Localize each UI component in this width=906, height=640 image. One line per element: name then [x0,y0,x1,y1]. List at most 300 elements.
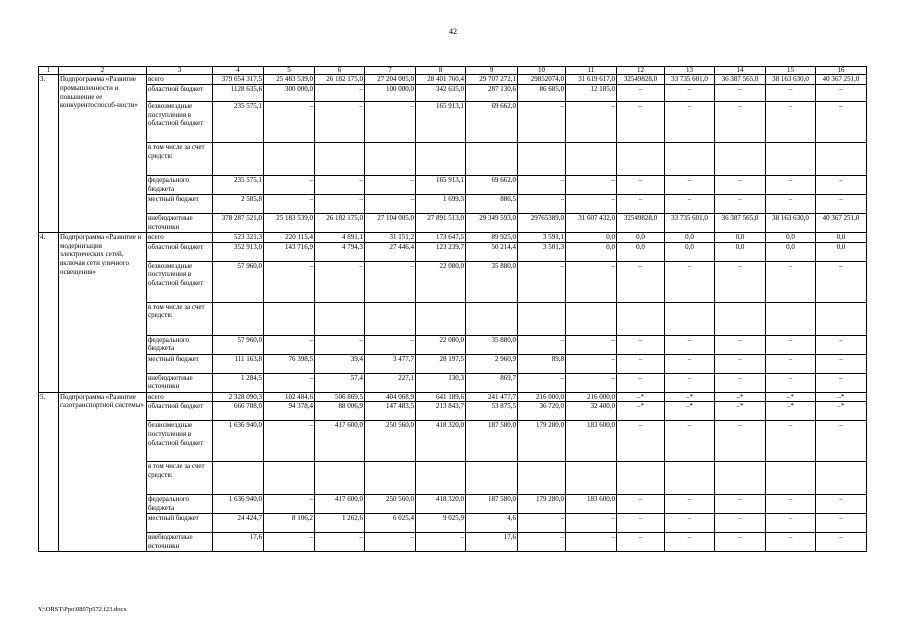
value-cell: 417 600,0 [315,495,365,514]
value-cell [816,302,867,335]
value-cell: 29 349 593,0 [466,213,518,232]
funding-source-label: местный бюджет [147,194,213,213]
column-header: 6 [315,67,365,75]
value-cell: – [518,175,566,194]
value-cell: 0,0 [715,232,766,242]
value-cell: – [665,84,715,101]
value-cell: 216 000,0 [566,392,617,402]
value-cell: 31 607 432,0 [566,213,617,232]
value-cell: – [617,335,665,354]
value-cell: 213 843,7 [416,402,466,421]
value-cell: 24 424,7 [213,514,264,533]
value-cell: 352 913,0 [213,242,264,261]
value-cell: – [617,421,665,462]
value-cell: – [315,101,365,142]
column-header: 14 [715,67,766,75]
value-cell: – [715,354,766,373]
table-row [39,462,867,495]
value-cell: 250 560,0 [365,495,416,514]
value-cell: 4,6 [466,514,518,533]
value-cell: 33 735 601,0 [665,213,715,232]
value-cell: 235 575,1 [213,101,264,142]
value-cell: 32549828,0 [617,75,665,85]
program-name: Подпрограмма «Развитие газотранспортной системы» [59,392,147,552]
funding-source-label: всего [147,392,213,402]
value-cell [466,142,518,175]
value-cell [518,302,566,335]
value-cell [213,142,264,175]
value-cell: – [617,84,665,101]
value-cell: 94 378,4 [264,402,315,421]
value-cell: – [365,194,416,213]
value-cell [466,462,518,495]
table-row [39,75,867,85]
value-cell: 40 367 251,0 [816,75,867,85]
budget-table [38,66,867,552]
funding-source-label: областной бюджет [147,242,213,261]
value-cell: 1128 635,6 [213,84,264,101]
value-cell [518,142,566,175]
value-cell: 39,4 [315,354,365,373]
value-cell [518,462,566,495]
value-cell: – [365,533,416,552]
value-cell: 38 163 630,0 [766,75,816,85]
value-cell: 641 189,6 [416,392,466,402]
value-cell [416,142,466,175]
value-cell: 22 080,0 [416,335,466,354]
value-cell: – [365,335,416,354]
value-cell [416,462,466,495]
value-cell: 2 960,9 [466,354,518,373]
value-cell: – [566,175,617,194]
value-cell: – [816,514,867,533]
value-cell: – [766,261,816,302]
value-cell: – [617,495,665,514]
value-cell: 235 575,1 [213,175,264,194]
value-cell [264,302,315,335]
value-cell: – [566,101,617,142]
value-cell: 8 106,2 [264,514,315,533]
value-cell: 378 287 521,0 [213,213,264,232]
value-cell: – [518,335,566,354]
value-cell: – [816,495,867,514]
value-cell [816,462,867,495]
value-cell: 216 000,0 [518,392,566,402]
value-cell: – [665,514,715,533]
value-cell: 88 006,9 [315,402,365,421]
value-cell: 29765389,0 [518,213,566,232]
value-cell: 147 483,5 [365,402,416,421]
value-cell: – [365,261,416,302]
value-cell: – [566,261,617,302]
value-cell: – [518,194,566,213]
value-cell: 404 068,9 [365,392,416,402]
column-header: 10 [518,67,566,75]
value-cell: – [715,495,766,514]
value-cell: – [715,101,766,142]
value-cell: 0,0 [766,232,816,242]
value-cell: –* [617,402,665,421]
value-cell: 89,8 [518,354,566,373]
value-cell: 418 320,0 [416,421,466,462]
value-cell: – [665,495,715,514]
value-cell: 35 880,0 [466,261,518,302]
value-cell: – [365,175,416,194]
value-cell: – [617,373,665,392]
table-body [39,67,867,552]
value-cell: – [665,175,715,194]
value-cell: 4 891,1 [315,232,365,242]
value-cell: 33 735 601,0 [665,75,715,85]
value-cell: – [566,373,617,392]
column-number-row [39,67,867,75]
value-cell [665,302,715,335]
funding-source-label: областной бюджет [147,84,213,101]
table-row [39,354,867,373]
value-cell [715,142,766,175]
value-cell: – [816,335,867,354]
table-row [39,402,867,421]
column-header: 4 [213,67,264,75]
value-cell: – [264,261,315,302]
value-cell: – [715,421,766,462]
value-cell: 57,4 [315,373,365,392]
table-row [39,302,867,335]
value-cell: 38 163 630,0 [766,213,816,232]
value-cell: 0,0 [617,232,665,242]
table-row [39,392,867,402]
value-cell: 9 025,9 [416,514,466,533]
value-cell: – [315,84,365,101]
table-row [39,84,867,101]
value-cell: – [766,175,816,194]
program-name: Подпрограмма «Развитие и модернизация электрических сетей, включая сети уличного освещения» [59,232,147,392]
value-cell [665,462,715,495]
value-cell: 250 560,0 [365,421,416,462]
value-cell: 17,6 [466,533,518,552]
value-cell: 102 484,6 [264,392,315,402]
value-cell: – [715,373,766,392]
value-cell: 4 794,3 [315,242,365,261]
funding-source-label: всего [147,232,213,242]
value-cell: 300 000,0 [264,84,315,101]
value-cell: 26 182 175,0 [315,213,365,232]
value-cell: –* [665,402,715,421]
value-cell: – [816,373,867,392]
value-cell: 183 600,0 [566,421,617,462]
table-row [39,533,867,552]
value-cell [566,142,617,175]
funding-source-label: местный бюджет [147,354,213,373]
value-cell: – [566,335,617,354]
value-cell: – [816,261,867,302]
value-cell: 12 185,0 [566,84,617,101]
value-cell [715,462,766,495]
value-cell [264,142,315,175]
column-header: 5 [264,67,315,75]
value-cell: – [566,514,617,533]
value-cell: 173 647,5 [416,232,466,242]
table-row [39,373,867,392]
value-cell: 0,0 [566,242,617,261]
value-cell: 2 585,8 [213,194,264,213]
value-cell: 27 891 513,0 [416,213,466,232]
value-cell: – [715,261,766,302]
program-number: 5. [39,392,59,552]
value-cell [365,462,416,495]
value-cell [416,302,466,335]
value-cell: 40 367 251,0 [816,213,867,232]
value-cell: – [264,533,315,552]
value-cell [365,302,416,335]
value-cell: 0,0 [566,232,617,242]
value-cell: 28 197,5 [416,354,466,373]
value-cell: – [617,514,665,533]
value-cell [566,302,617,335]
value-cell: 241 477,7 [466,392,518,402]
value-cell: – [665,373,715,392]
value-cell: 27 104 005,0 [365,213,416,232]
value-cell: – [766,354,816,373]
value-cell: 123 239,7 [416,242,466,261]
value-cell: – [264,421,315,462]
value-cell: – [566,194,617,213]
table-row [39,142,867,175]
value-cell: – [518,373,566,392]
value-cell: – [264,495,315,514]
value-cell: –* [766,402,816,421]
value-cell: – [715,194,766,213]
value-cell: 227,1 [365,373,416,392]
value-cell: 31 619 617,0 [566,75,617,85]
funding-source-label: внебюджетные источники [147,373,213,392]
value-cell: 0,0 [816,232,867,242]
program-number: 4. [39,232,59,392]
value-cell: 418 320,0 [416,495,466,514]
value-cell: 666 708,0 [213,402,264,421]
value-cell: 69 662,0 [466,101,518,142]
value-cell [264,462,315,495]
value-cell: 50 214,4 [466,242,518,261]
value-cell: – [617,261,665,302]
funding-source-label: безвозмездные поступления в областной бюджет [147,421,213,462]
value-cell: – [665,354,715,373]
value-cell: – [617,354,665,373]
value-cell: – [518,101,566,142]
column-header: 7 [365,67,416,75]
value-cell: 187 580,0 [466,421,518,462]
value-cell [466,302,518,335]
value-cell: 57 960,0 [213,335,264,354]
value-cell: 26 182 175,0 [315,75,365,85]
value-cell: –* [617,392,665,402]
value-cell [617,142,665,175]
value-cell: 2 328 090,3 [213,392,264,402]
value-cell: 36 720,0 [518,402,566,421]
value-cell: – [665,194,715,213]
value-cell: 143 716,9 [264,242,315,261]
value-cell: –* [816,402,867,421]
value-cell: – [816,354,867,373]
column-header: 8 [416,67,466,75]
funding-source-label: внебюджетные источники [147,213,213,232]
value-cell: – [416,533,466,552]
value-cell: 36 387 565,0 [715,75,766,85]
value-cell [566,462,617,495]
value-cell: 100 000,0 [365,84,416,101]
value-cell: 1 636 940,0 [213,495,264,514]
funding-source-label: в том числе за счет средств: [147,142,213,175]
table-row [39,514,867,533]
value-cell: 886,5 [466,194,518,213]
value-cell: 183 600,0 [566,495,617,514]
value-cell: – [766,335,816,354]
value-cell: 1 636 940,0 [213,421,264,462]
value-cell: – [766,514,816,533]
value-cell: 187 580,0 [466,495,518,514]
value-cell: – [566,354,617,373]
value-cell: 6 025,4 [365,514,416,533]
column-header: 15 [766,67,816,75]
value-cell: 89 925,0 [466,232,518,242]
value-cell: 1 699,3 [416,194,466,213]
funding-source-label: безвозмездные поступления в областной бюджет [147,261,213,302]
value-cell: – [315,533,365,552]
table-row [39,213,867,232]
page-number: 42 [449,27,457,36]
value-cell [365,142,416,175]
value-cell: 57 960,0 [213,261,264,302]
funding-source-label: федерального бюджета [147,175,213,194]
value-cell: – [665,261,715,302]
value-cell: – [518,514,566,533]
value-cell: 0,0 [665,242,715,261]
value-cell: – [617,175,665,194]
value-cell: – [766,495,816,514]
value-cell: – [264,373,315,392]
value-cell: 86 685,0 [518,84,566,101]
value-cell: – [665,421,715,462]
value-cell: – [518,261,566,302]
value-cell: 111 163,8 [213,354,264,373]
program-name: Подпрограмма «Развитие промышленности и повышение ее конкурентоспособ-ности» [59,75,147,233]
value-cell: 130,3 [416,373,466,392]
funding-source-label: безвозмездные поступления в областной бюджет [147,101,213,142]
value-cell: – [816,194,867,213]
value-cell: 379 654 317,5 [213,75,264,85]
funding-source-label: местный бюджет [147,514,213,533]
column-header: 11 [566,67,617,75]
value-cell: – [816,175,867,194]
value-cell: – [518,533,566,552]
table-row [39,101,867,142]
value-cell: – [766,373,816,392]
value-cell: – [264,335,315,354]
value-cell: 27 204 005,0 [365,75,416,85]
column-header: 16 [816,67,867,75]
value-cell: –* [766,392,816,402]
value-cell: – [617,101,665,142]
table-row [39,242,867,261]
value-cell [617,462,665,495]
value-cell [766,302,816,335]
value-cell: – [566,533,617,552]
value-cell [315,302,365,335]
value-cell: – [766,194,816,213]
value-cell: 32 400,0 [566,402,617,421]
column-header: 1 [39,67,59,75]
table-row [39,495,867,514]
value-cell: 31 151,2 [365,232,416,242]
value-cell: 523 321,3 [213,232,264,242]
value-cell: 22 080,0 [416,261,466,302]
column-header: 9 [466,67,518,75]
value-cell: – [766,421,816,462]
value-cell: 53 875,5 [466,402,518,421]
program-number: 3. [39,75,59,233]
value-cell: 165 913,1 [416,175,466,194]
value-cell: 32549828,0 [617,213,665,232]
value-cell [766,142,816,175]
funding-source-label: всего [147,75,213,85]
value-cell: 417 600,0 [315,421,365,462]
value-cell: 0,0 [766,242,816,261]
table-row [39,261,867,302]
value-cell: – [264,194,315,213]
value-cell: – [816,533,867,552]
value-cell: 1 284,5 [213,373,264,392]
value-cell [213,302,264,335]
value-cell: 3 501,3 [518,242,566,261]
value-cell: 0,0 [665,232,715,242]
value-cell: – [715,533,766,552]
value-cell: 3 477,7 [365,354,416,373]
value-cell: 869,7 [466,373,518,392]
table-row [39,335,867,354]
value-cell: – [264,175,315,194]
value-cell: – [617,194,665,213]
value-cell: – [816,84,867,101]
value-cell: 179 280,0 [518,495,566,514]
value-cell: – [665,533,715,552]
value-cell: – [766,533,816,552]
value-cell: 220 115,4 [264,232,315,242]
value-cell: –* [816,392,867,402]
value-cell: – [715,84,766,101]
value-cell: –* [715,392,766,402]
value-cell: 0,0 [715,242,766,261]
column-header: 13 [665,67,715,75]
value-cell: – [816,101,867,142]
funding-source-label: внебюджетные источники [147,533,213,552]
value-cell: 76 398,5 [264,354,315,373]
value-cell: 28 401 760,4 [416,75,466,85]
column-header: 12 [617,67,665,75]
table-row [39,194,867,213]
value-cell: – [665,335,715,354]
value-cell: 0,0 [617,242,665,261]
value-cell: 27 446,4 [365,242,416,261]
value-cell: – [315,335,365,354]
value-cell: – [766,101,816,142]
value-cell: 342 635,0 [416,84,466,101]
value-cell: 25 483 539,0 [264,75,315,85]
value-cell: – [315,175,365,194]
value-cell: 29852074,0 [518,75,566,85]
value-cell [816,142,867,175]
value-cell: 69 662,0 [466,175,518,194]
value-cell: 17,6 [213,533,264,552]
